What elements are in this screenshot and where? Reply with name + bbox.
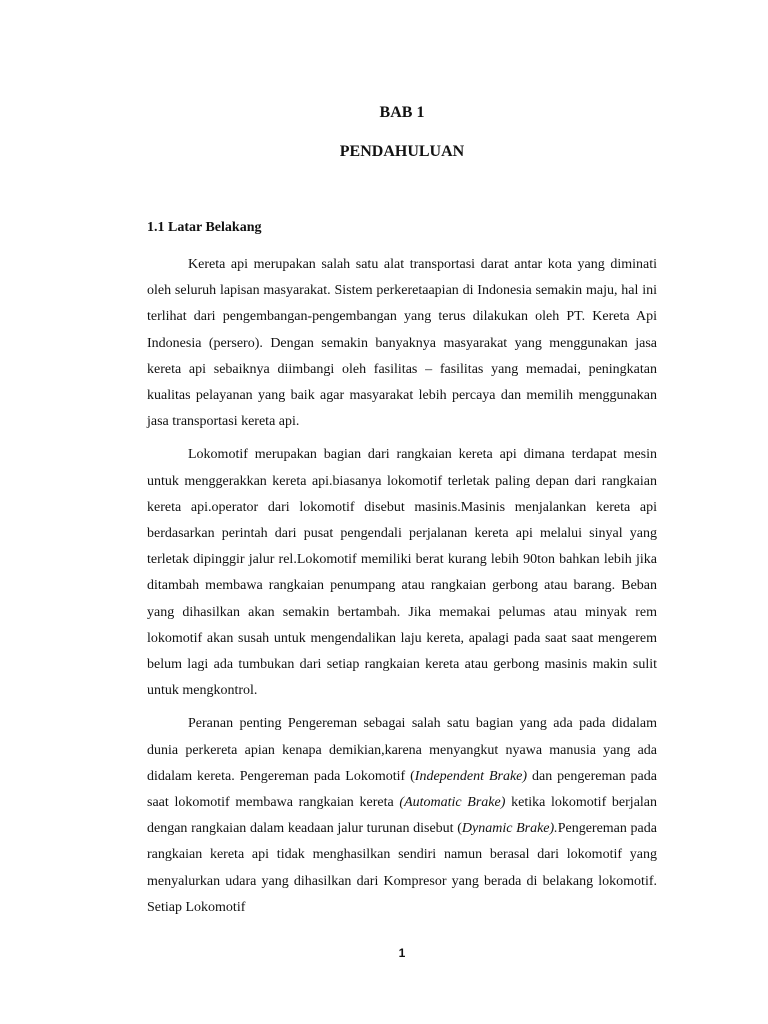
paragraph-2: Lokomotif merupakan bagian dari rangkaian kereta api dimana terdapat mesin untuk menggerakkan kereta api.biasanya lokomotif terletak paling depan dari rangkaian kereta api.operator dari lokomotif disebut masinis.Masinis menjalankan kereta api berdasarkan perintah dari pusat pengendali perjalanan kereta api melalui sinyal yang terletak dipinggir jalur rel.Lokomotif memiliki berat kurang lebih 90ton bahkan lebih jika ditambah membawa rangkaian penumpang atau rangkaian gerbong atau barang. Beban yang dihasilkan akan semakin bertambah. Jika memakai pelumas atau minyak rem lokomotif akan susah untuk mengendalikan laju kereta, apalagi pada saat saat mengerem belum lagi ada tumbukan dari setiap rangkaian kereta atau gerbong masinis makin sulit untuk mengkontrol. bbox=[147, 447, 657, 699]
paragraph-3-text-1: Peranan penting Pengereman sebagai salah satu bagian yang ada pada didalam dunia perkereta apian kenapa demikian,karena menyangkut nyawa manusia yang ada didalam kereta. Pengereman pada Lokomotif ( bbox=[147, 716, 657, 784]
paragraph-3-text-3: ketika lokomotif berjalan dengan rangkaian dalam keadaan jalur turunan disebut ( bbox=[147, 795, 658, 837]
paragraph-3-text-4: Pengereman pada rangkaian kereta api tidak menghasilkan sendiri namun berasal dari lokomotif yang menyalurkan udara yang dihasilkan dari Kompresor yang berada di belakang lokomotif. Setiap Lokomotif bbox=[147, 821, 657, 915]
chapter-number: BAB 1 bbox=[379, 104, 425, 121]
term-dynamic-brake: Dynamic Brake). bbox=[461, 821, 558, 837]
page-number: 1 bbox=[398, 946, 406, 960]
paragraph-3-text-2: dan pengereman pada saat lokomotif membawa rangkaian kereta bbox=[147, 768, 657, 811]
term-independent-brake: Independent Brake) bbox=[414, 768, 528, 784]
document-page bbox=[147, 0, 657, 1024]
body-text bbox=[147, 252, 657, 928]
term-automatic-brake: (Automatic Brake) bbox=[399, 795, 506, 811]
section-heading: 1.1 Latar Belakang bbox=[147, 220, 262, 235]
chapter-title: PENDAHULUAN bbox=[339, 143, 465, 160]
paragraph-1: Kereta api merupakan salah satu alat transportasi darat antar kota yang diminati oleh seluruh lapisan masyarakat. Sistem perkeretaapian di Indonesia semakin maju, hal ini terlihat dari pengembangan-pengembangan yang terus dilakukan oleh PT. Kereta Api Indonesia (persero). Dengan semakin banyaknya masyarakat yang menggunakan jasa kereta api sebaiknya diimbangi oleh fasilitas – fasilitas yang memadai, peningkatan kualitas pelayanan yang baik agar masyarakat lebih percaya dan memilih menggunakan jasa transportasi kereta api. bbox=[147, 257, 657, 430]
paragraph-3 bbox=[147, 711, 657, 921]
